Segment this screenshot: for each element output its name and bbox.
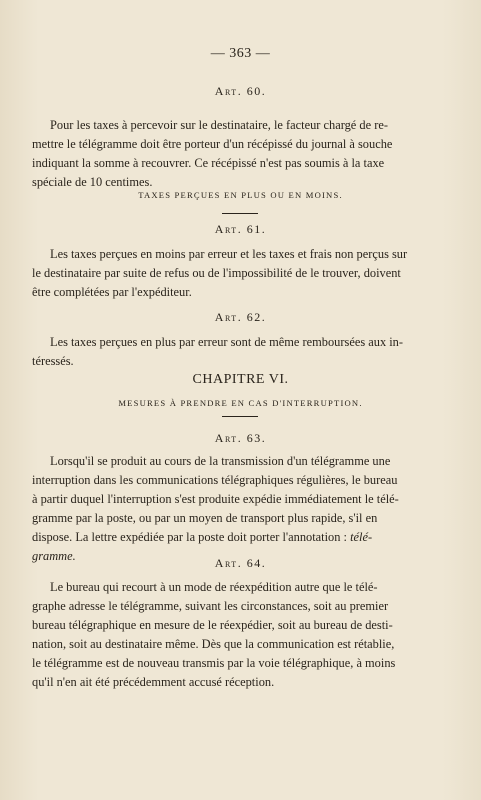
text-line: graphe adresse le télégramme, suivant les circonstances, soit au premier [32, 599, 389, 613]
text-line: gramme par la poste, ou par un moyen de transport plus rapide, s'il en [32, 511, 378, 525]
text-line: Les taxes perçues en plus par erreur sont de même remboursées aux in- [50, 335, 403, 349]
article-60-text [32, 116, 450, 192]
text-segment: dispose. La lettre expédiée par la poste doit porter l'annotation : [32, 530, 347, 544]
annotation-text: gramme. [32, 549, 76, 563]
text-line [32, 528, 450, 547]
text-line: être complétées par l'expéditeur. [32, 285, 192, 299]
article-64-heading: Art. 64. [214, 556, 267, 570]
text-line: nation, soit au destinataire même. Dès que la communication est rétablie, [32, 637, 395, 651]
text-line: qu'il n'en ait été précédemment accusé réception. [32, 675, 275, 689]
page-number: — 363 — [210, 46, 271, 61]
chapter-title: CHAPITRE VI. [192, 372, 289, 387]
article-63-heading: Art. 63. [214, 431, 267, 445]
text-line: téressés. [32, 354, 74, 368]
article-60-heading: Art. 60. [214, 84, 267, 98]
text-line: indiquant la somme à recouvrer. Ce récépissé n'est pas soumis à la taxe [32, 156, 385, 170]
text-line: spéciale de 10 centimes. [32, 175, 153, 189]
annotation-text: télé- [350, 530, 373, 544]
divider-rule [222, 213, 258, 214]
article-62-heading: Art. 62. [214, 310, 267, 324]
text-line: bureau télégraphique en mesure de le réexpédier, soit au bureau de desti- [32, 618, 393, 632]
text-line: à partir duquel l'interruption s'est produite expédie immédiatement le télé- [32, 492, 399, 506]
article-63-text [32, 452, 450, 566]
text-line: Les taxes perçues en moins par erreur et les taxes et frais non perçus sur [50, 247, 408, 261]
text-line: Lorsqu'il se produit au cours de la transmission d'un télégramme une [50, 454, 391, 468]
chapter-subtitle: MESURES À PRENDRE EN CAS D'INTERRUPTION. [118, 398, 363, 408]
text-line: Le bureau qui recourt à un mode de réexpédition autre que le télé- [50, 580, 378, 594]
section-heading-taxes: TAXES PERÇUES EN PLUS OU EN MOINS. [138, 190, 343, 200]
article-61-text [32, 245, 450, 302]
divider-rule [222, 416, 258, 417]
text-line: le destinataire par suite de refus ou de l'impossibilité de le trouver, doivent [32, 266, 401, 280]
text-line: mettre le télégramme doit être porteur d'un récépissé du journal à souche [32, 137, 393, 151]
article-62-text [32, 333, 450, 371]
article-64-text [32, 578, 450, 692]
text-line: le télégramme est de nouveau transmis par la voie télégraphique, à moins [32, 656, 396, 670]
text-line: interruption dans les communications télégraphiques régulières, le bureau [32, 473, 398, 487]
text-line: Pour les taxes à percevoir sur le destinataire, le facteur chargé de re- [50, 118, 388, 132]
article-61-heading: Art. 61. [214, 222, 267, 236]
